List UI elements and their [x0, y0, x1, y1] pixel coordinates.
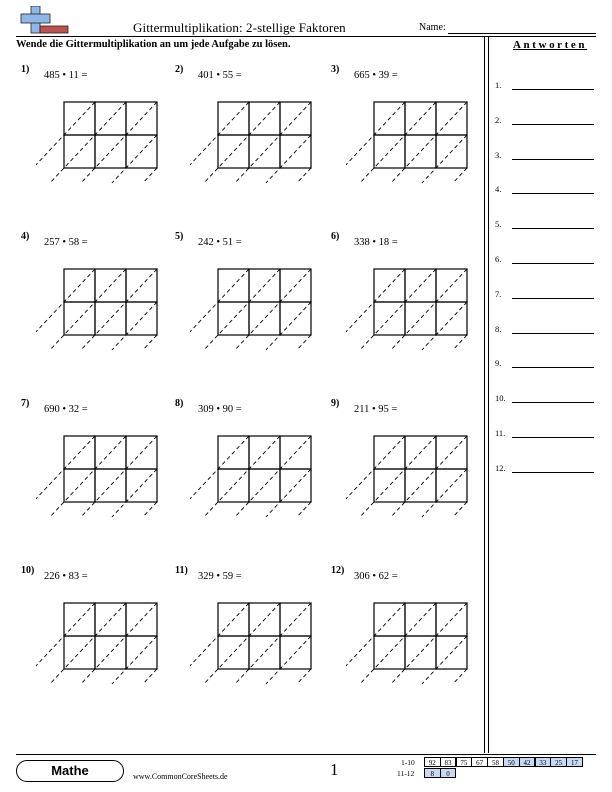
lattice-diagonal [190, 269, 249, 350]
lattice-diagonal [360, 436, 436, 517]
problem-expression: 309 • 90 = [198, 404, 242, 415]
subject-badge: Mathe [16, 760, 124, 782]
instructions: Wende die Gittermultiplikation an um jede Aufgabe zu lösen. [16, 39, 291, 50]
problem-number: 8) [175, 398, 184, 409]
lattice-diagonal [391, 102, 467, 183]
lattice-diagonal [453, 335, 467, 350]
score-cell: 8 [424, 768, 441, 778]
problem-expression: 211 • 95 = [354, 404, 398, 415]
lattice-diagonal [204, 102, 280, 183]
name-label: Name: [419, 22, 446, 33]
lattice-diagonal [360, 603, 436, 684]
site-url[interactable]: www.CommonCoreSheets.de [133, 772, 228, 781]
problem-expression: 226 • 83 = [44, 571, 88, 582]
lattice-diagonal [346, 603, 405, 684]
problem-number: 5) [175, 231, 184, 242]
lattice-diagonal [204, 603, 280, 684]
score-cell: 83 [440, 757, 457, 767]
lattice-grid[interactable] [190, 96, 330, 186]
problem-number: 7) [21, 398, 30, 409]
lattice-diagonal [36, 603, 95, 684]
answer-label: 1. [495, 80, 502, 90]
answer-label: 3. [495, 149, 502, 160]
problem-number: 4) [21, 231, 30, 242]
lattice-diagonal [453, 502, 467, 517]
score-row-label: 1-10 [401, 758, 415, 767]
score-row-label: 11-12 [397, 769, 415, 778]
lattice-grid[interactable] [190, 430, 330, 520]
worksheet-title: Gittermultiplikation: 2-stellige Faktoren [133, 20, 346, 35]
lattice-diagonal [346, 102, 405, 183]
footer-rule [16, 754, 596, 755]
answer-line[interactable] [512, 159, 594, 160]
answer-label: 2. [495, 114, 502, 125]
problem-number: 11) [175, 565, 188, 576]
score-cell: 42 [519, 757, 536, 767]
lattice-diagonal [235, 102, 311, 183]
lattice-grid[interactable] [346, 96, 486, 186]
lattice-grid[interactable] [36, 96, 176, 186]
lattice-diagonal [50, 436, 126, 517]
answer-line[interactable] [512, 402, 594, 403]
answer-line[interactable] [512, 472, 594, 473]
answer-label: 10. [495, 393, 506, 404]
lattice-diagonal [391, 269, 467, 350]
lattice-diagonal [143, 168, 157, 183]
problem-number: 1) [21, 64, 30, 75]
answer-line[interactable] [512, 193, 594, 194]
lattice-diagonal [297, 335, 311, 350]
lattice-grid[interactable] [346, 430, 486, 520]
answer-label: 11. [495, 428, 506, 438]
answer-line[interactable] [512, 367, 594, 368]
answer-label: 8. [495, 323, 502, 334]
lattice-diagonal [453, 669, 467, 684]
lattice-diagonal [36, 102, 95, 183]
lattice-diagonal [81, 603, 157, 684]
lattice-diagonal [297, 502, 311, 517]
lattice-diagonal [391, 603, 467, 684]
lattice-grid[interactable] [346, 597, 486, 687]
lattice-diagonal [235, 436, 311, 517]
lattice-diagonal [50, 269, 126, 350]
lattice-grid[interactable] [346, 263, 486, 353]
lattice-diagonal [346, 436, 405, 517]
answer-label: 6. [495, 254, 502, 264]
lattice-diagonal [346, 269, 405, 350]
problem-number: 9) [331, 398, 340, 409]
score-cell: 33 [535, 757, 552, 767]
answer-label: 4. [495, 184, 502, 195]
score-cell: 50 [503, 757, 520, 767]
lattice-diagonal [81, 269, 157, 350]
lattice-diagonal [190, 603, 249, 684]
answer-label: 7. [495, 288, 502, 299]
plus-minus-logo-icon [16, 6, 70, 36]
score-cell: 67 [471, 757, 488, 767]
problem-number: 12) [331, 565, 345, 576]
problem-number: 6) [331, 231, 340, 242]
answer-label: 5. [495, 219, 502, 230]
lattice-diagonal [453, 168, 467, 183]
lattice-grid[interactable] [190, 597, 330, 687]
answer-line[interactable] [512, 437, 594, 438]
lattice-diagonal [297, 168, 311, 183]
problem-number: 2) [175, 64, 184, 75]
problem-expression: 329 • 59 = [198, 571, 242, 582]
problem-expression: 485 • 11 = [44, 70, 88, 81]
lattice-diagonal [81, 436, 157, 517]
lattice-diagonal [50, 603, 126, 684]
answer-line[interactable] [512, 124, 594, 125]
answer-line[interactable] [512, 228, 594, 229]
problem-expression: 665 • 39 = [354, 70, 398, 81]
score-cell: 92 [424, 757, 441, 767]
problem-expression: 242 • 51 = [198, 237, 242, 248]
score-cell: 25 [550, 757, 567, 767]
answer-line[interactable] [512, 298, 594, 299]
problem-expression: 306 • 62 = [354, 571, 398, 582]
lattice-diagonal [235, 603, 311, 684]
lattice-diagonal [360, 102, 436, 183]
lattice-diagonal [360, 269, 436, 350]
answer-line[interactable] [512, 89, 594, 90]
problem-expression: 401 • 55 = [198, 70, 242, 81]
lattice-diagonal [50, 102, 126, 183]
problem-expression: 338 • 18 = [354, 237, 398, 248]
header-rule [16, 36, 596, 37]
problem-number: 3) [331, 64, 340, 75]
lattice-diagonal [204, 436, 280, 517]
score-cell: 0 [440, 768, 457, 778]
lattice-diagonal [36, 436, 95, 517]
lattice-diagonal [143, 502, 157, 517]
problem-expression: 257 • 58 = [44, 237, 88, 248]
answer-divider-right [488, 36, 489, 753]
lattice-diagonal [204, 269, 280, 350]
lattice-diagonal [190, 102, 249, 183]
lattice-grid[interactable] [36, 597, 176, 687]
answer-line[interactable] [512, 333, 594, 334]
lattice-diagonal [235, 269, 311, 350]
answers-title: Antworten [513, 39, 588, 51]
lattice-diagonal [143, 335, 157, 350]
score-cell: 75 [456, 757, 473, 767]
score-cell: 58 [487, 757, 504, 767]
lattice-diagonal [143, 669, 157, 684]
lattice-grid[interactable] [190, 263, 330, 353]
lattice-diagonal [36, 269, 95, 350]
lattice-diagonal [297, 669, 311, 684]
score-cell: 17 [566, 757, 583, 767]
name-input-line[interactable] [448, 33, 596, 34]
lattice-grid[interactable] [36, 263, 176, 353]
answer-label: 9. [495, 358, 502, 369]
problem-number: 10) [21, 565, 35, 576]
page-number: 1 [330, 760, 339, 779]
lattice-grid[interactable] [36, 430, 176, 520]
answer-line[interactable] [512, 263, 594, 264]
lattice-diagonal [391, 436, 467, 517]
lattice-diagonal [81, 102, 157, 183]
answer-label: 12. [495, 462, 506, 473]
lattice-diagonal [190, 436, 249, 517]
problem-expression: 690 • 32 = [44, 404, 88, 415]
